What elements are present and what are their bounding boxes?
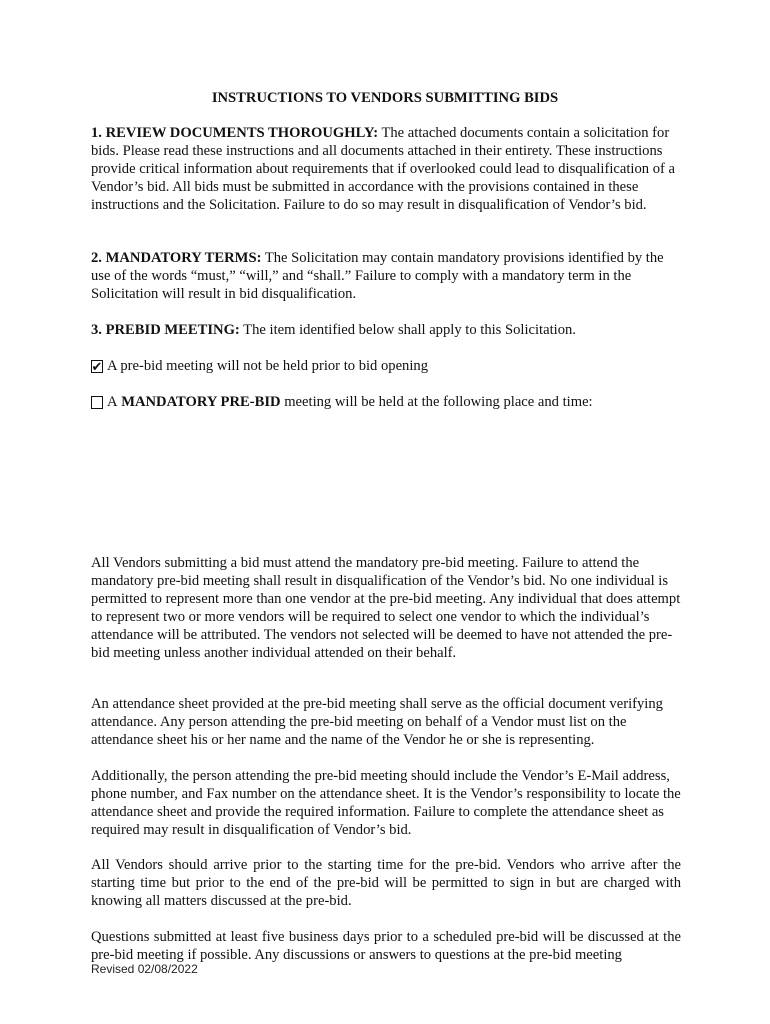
section-review-documents [91,124,681,214]
paragraph-questions: Questions submitted at least five business days prior to a scheduled pre-bid will be discussed at the pre-bid meeting if possible. Any discussions or answers to questions at the pre-bid meeting [91,929,681,963]
section-mandatory-terms [91,249,681,303]
section-heading: 1. REVIEW DOCUMENTS THOROUGHLY: [91,125,379,141]
revision-date: Revised 02/08/2022 [91,962,198,976]
no-meeting-label: A pre-bid meeting will not be held prior to bid opening [107,358,429,374]
section-heading: 2. MANDATORY TERMS: [91,250,262,266]
mandatory-meeting-checkbox[interactable] [91,396,103,409]
section-heading: 3. PREBID MEETING: [91,322,240,338]
section-text: The attached documents contain a solicitation for bids. Please read these instructions and all documents attached in their entirety. These instructions provide critical information about requirements that if overlooked could lead to disqualification of a Vendor’s bid. All bids must be submitted in accordance with the provisions contained in these instructions and the Solicitation. Failure to do so may result in disqualification of Vendor’s bid. [91,125,675,213]
section-prebid-meeting [91,321,681,339]
mandatory-label-prefix: A [107,394,118,410]
section-text: The item identified below shall apply to this Solicitation. [239,322,576,338]
section-text: The Solicitation may contain mandatory provisions identified by the use of the words “must,” “will,” and “shall.” Failure to comply with a mandatory term in the Solicitation will result in bid disqualification. [91,250,664,302]
mandatory-label-bold: MANDATORY PRE-BID [121,394,281,410]
paragraph-attendance-requirement: All Vendors submitting a bid must attend the mandatory pre-bid meeting. Failure to attend the mandatory pre-bid meeting shall result in disqualification of the Vendor’s bid. No one individual is permitted to represent more than one vendor at the pre-bid meeting. Any individual that does attempt to represent two or more vendors will be required to select one vendor to which the individual’s attendance will be attributed. The vendors not selected will be deemed to have not attended the pre-bid meeting unless another individual attended on their behalf. [91,555,681,661]
document-title: INSTRUCTIONS TO VENDORS SUBMITTING BIDS [211,90,559,106]
option-no-prebid-meeting [91,357,428,375]
mandatory-label-suffix: meeting will be held at the following place and time: [284,394,593,410]
paragraph-attendance-details: Additionally, the person attending the pre-bid meeting should include the Vendor’s E-Mail address, phone number, and Fax number on the attendance sheet. It is the Vendor’s responsibility to locate the attendance sheet and provide the required information. Failure to complete the attendance sheet as required may result in disqualification of Vendor’s bid. [91,768,681,838]
paragraph-attendance-sheet: An attendance sheet provided at the pre-bid meeting shall serve as the official document verifying attendance. Any person attending the pre-bid meeting on behalf of a Vendor must list on the attendance sheet his or her name and the name of the Vendor he or she is representing. [91,696,663,748]
no-meeting-checkbox[interactable]: ✔ [91,358,103,374]
paragraph-arrival-time: All Vendors should arrive prior to the starting time for the pre-bid. Vendors who arrive after the starting time but prior to the end of the pre-bid will be permitted to sign in but are charged with knowing all matters discussed at the pre-bid. [91,857,681,909]
option-mandatory-prebid-meeting [91,393,593,411]
